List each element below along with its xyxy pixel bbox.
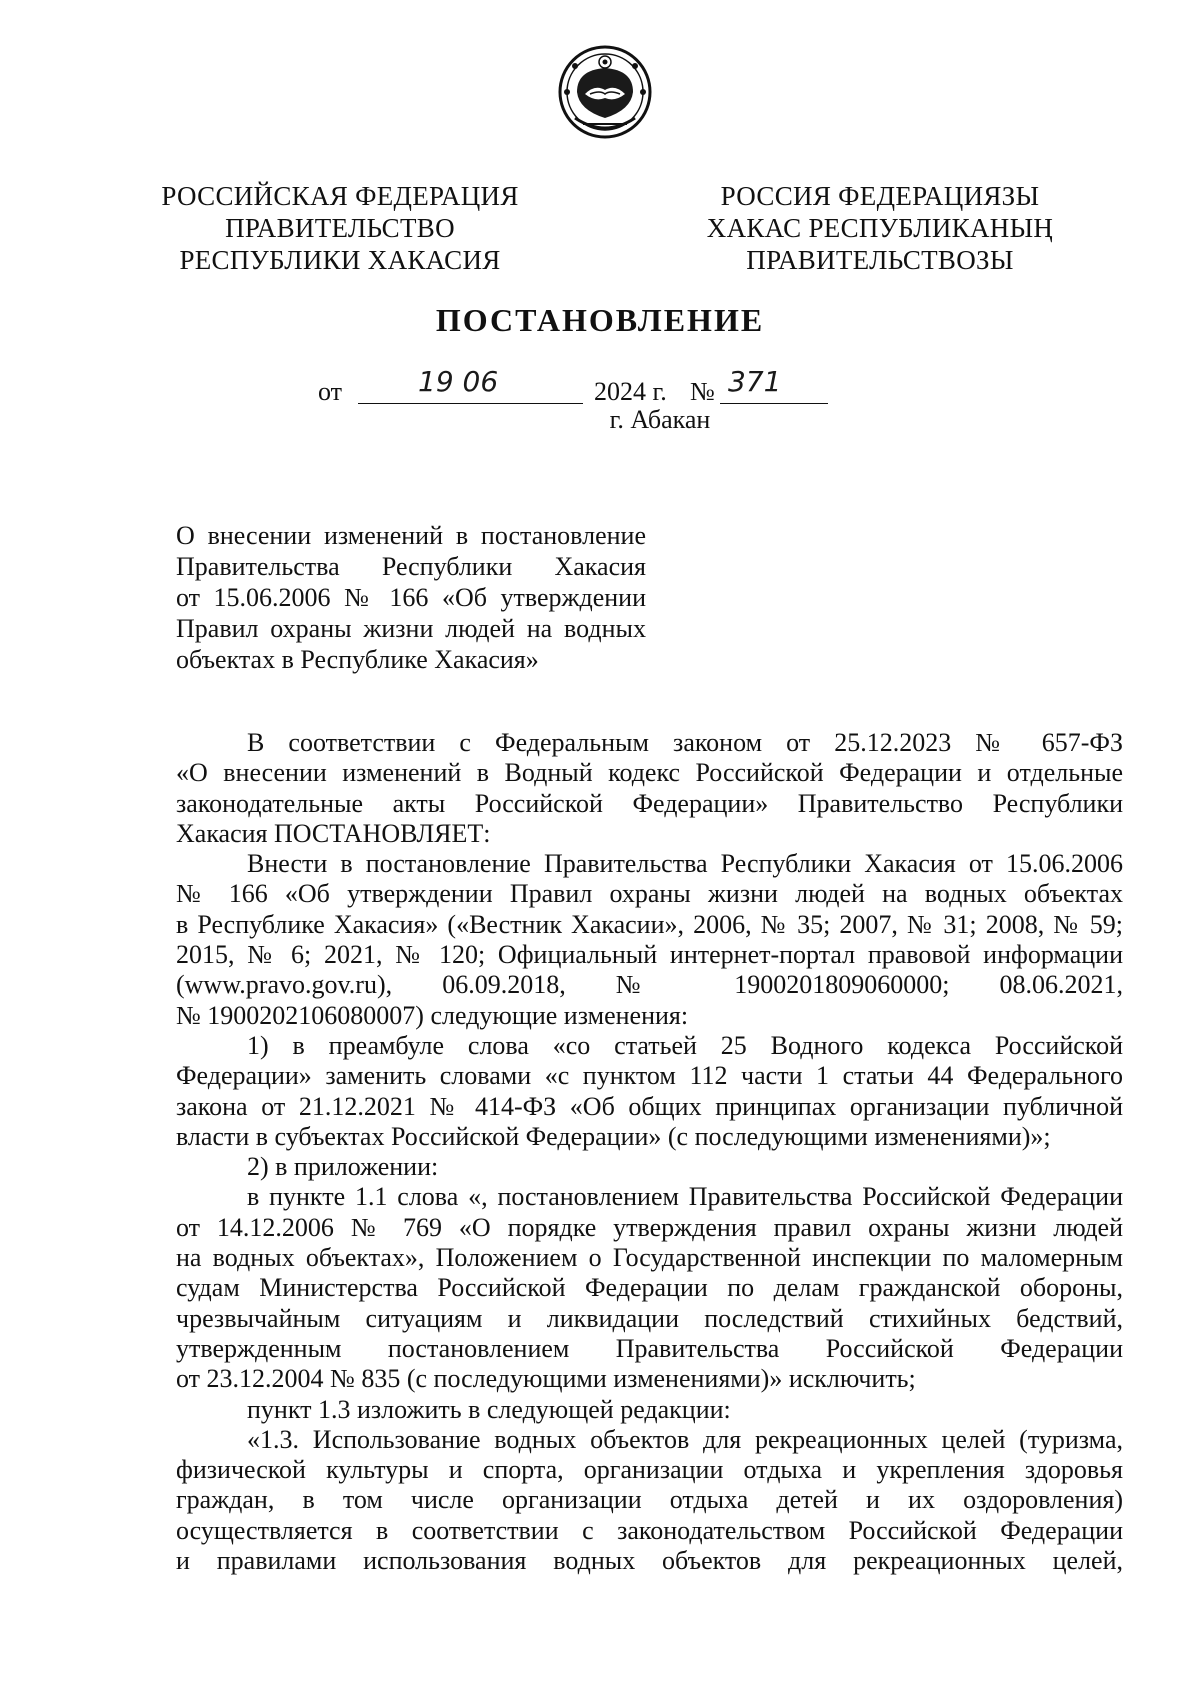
body-line: «О внесении изменений в Водный кодекс Российской Федерации и отдельные — [176, 758, 1123, 788]
number-handwritten: 371 — [728, 365, 782, 398]
year-label: 2024 г. — [594, 377, 667, 406]
header-right — [690, 180, 1070, 276]
body-line: Внести в постановление Правительства Республики Хакасия от 15.06.2006 — [247, 849, 1123, 879]
header-left-line: ПРАВИТЕЛЬСТВО — [225, 213, 455, 243]
document-title: ПОСТАНОВЛЕНИЕ — [435, 302, 765, 338]
date-underline — [358, 403, 583, 404]
header-right-line: ХАКАС РЕСПУБЛИКАНЫҢ — [706, 213, 1054, 243]
body-line: № 166 «Об утверждении Правил охраны жизни людей на водных объектах — [176, 879, 1123, 909]
date-handwritten: 19 06 — [418, 365, 499, 398]
subject-line: О внесении изменений в постановление — [176, 521, 646, 550]
body-line: Хакасия ПОСТАНОВЛЯЕТ: — [176, 818, 491, 848]
header-left-line: РОССИЙСКАЯ ФЕДЕРАЦИЯ — [161, 181, 519, 211]
subject-line: Правительства Республики Хакасия — [176, 552, 646, 581]
body-line: осуществляется в соответствии с законодательством Российской Федерации — [176, 1515, 1123, 1545]
subject-line: от 15.06.2006 № 166 «Об утверждении — [176, 583, 646, 612]
header-left — [150, 180, 530, 276]
body-line: «1.3. Использование водных объектов для рекреационных целей (туризма, — [247, 1424, 1123, 1454]
dateline — [318, 365, 958, 405]
body-line: № 1900202106080007) следующие изменения: — [176, 1000, 689, 1030]
body-line: закона от 21.12.2021 № 414-ФЗ «Об общих принципах организации публичной — [176, 1091, 1123, 1121]
body-line: утвержденным постановлением Правительства Российской Федерации — [176, 1333, 1123, 1363]
body-line: 1) в преамбуле слова «со статьей 25 Водного кодекса Российской — [247, 1030, 1123, 1060]
body-line: пункт 1.3 изложить в следующей редакции: — [247, 1394, 731, 1424]
body-line: законодательные акты Российской Федерации» Правительство Республики — [176, 788, 1123, 818]
date-from-label: от — [318, 377, 343, 406]
body-line: судам Министерства Российской Федерации по делам гражданской обороны, — [176, 1273, 1123, 1303]
document-body — [176, 728, 1123, 1576]
body-line: В соответствии с Федеральным законом от 25.12.2023 № 657-ФЗ — [247, 728, 1123, 757]
number-label: № — [690, 377, 715, 406]
body-line: власти в субъектах Российской Федерации» (с последующими изменениями)»; — [176, 1121, 1051, 1151]
header-left-line: РЕСПУБЛИКИ ХАКАСИЯ — [179, 245, 501, 275]
body-line: 2015, № 6; 2021, № 120; Официальный интернет-портал правовой информации — [176, 940, 1123, 970]
body-line: физической культуры и спорта, организации отдыха и укрепления здоровья — [176, 1455, 1123, 1485]
body-line: в Республике Хакасия» («Вестник Хакасии», 2006, № 35; 2007, № 31; 2008, № 59; — [176, 909, 1123, 939]
coat-of-arms-icon — [555, 40, 655, 144]
body-line: от 14.12.2006 № 769 «О порядке утверждения правил охраны жизни людей — [176, 1212, 1123, 1242]
subject-line: объектах в Республике Хакасия» — [176, 645, 539, 674]
city: г. Абакан — [609, 405, 711, 434]
document-subject — [176, 520, 646, 675]
header-right-line: ПРАВИТЕЛЬСТВОЗЫ — [746, 245, 1014, 275]
number-underline — [720, 403, 828, 404]
subject-line: Правил охраны жизни людей на водных — [176, 614, 646, 643]
body-line: (www.pravo.gov.ru), 06.09.2018, № 1900201809060000; 08.06.2021, — [176, 970, 1123, 1000]
body-line: 2) в приложении: — [247, 1152, 439, 1182]
body-line: в пункте 1.1 слова «, постановлением Правительства Российской Федерации — [247, 1182, 1123, 1212]
body-line: на водных объектах», Положением о Государственной инспекции по маломерным — [176, 1243, 1123, 1273]
body-line: чрезвычайным ситуациям и ликвидации последствий стихийных бедствий, — [176, 1303, 1123, 1333]
body-line: Федерации» заменить словами «с пунктом 112 части 1 статьи 44 Федерального — [176, 1061, 1123, 1091]
header-right-line: РОССИЯ ФЕДЕРАЦИЯЗЫ — [720, 181, 1040, 211]
body-line: от 23.12.2004 № 835 (с последующими изменениями)» исключить; — [176, 1364, 916, 1394]
body-line: и правилами использования водных объектов для рекреационных целей, — [176, 1546, 1123, 1576]
body-line: граждан, в том числе организации отдыха детей и их оздоровления) — [176, 1485, 1123, 1515]
